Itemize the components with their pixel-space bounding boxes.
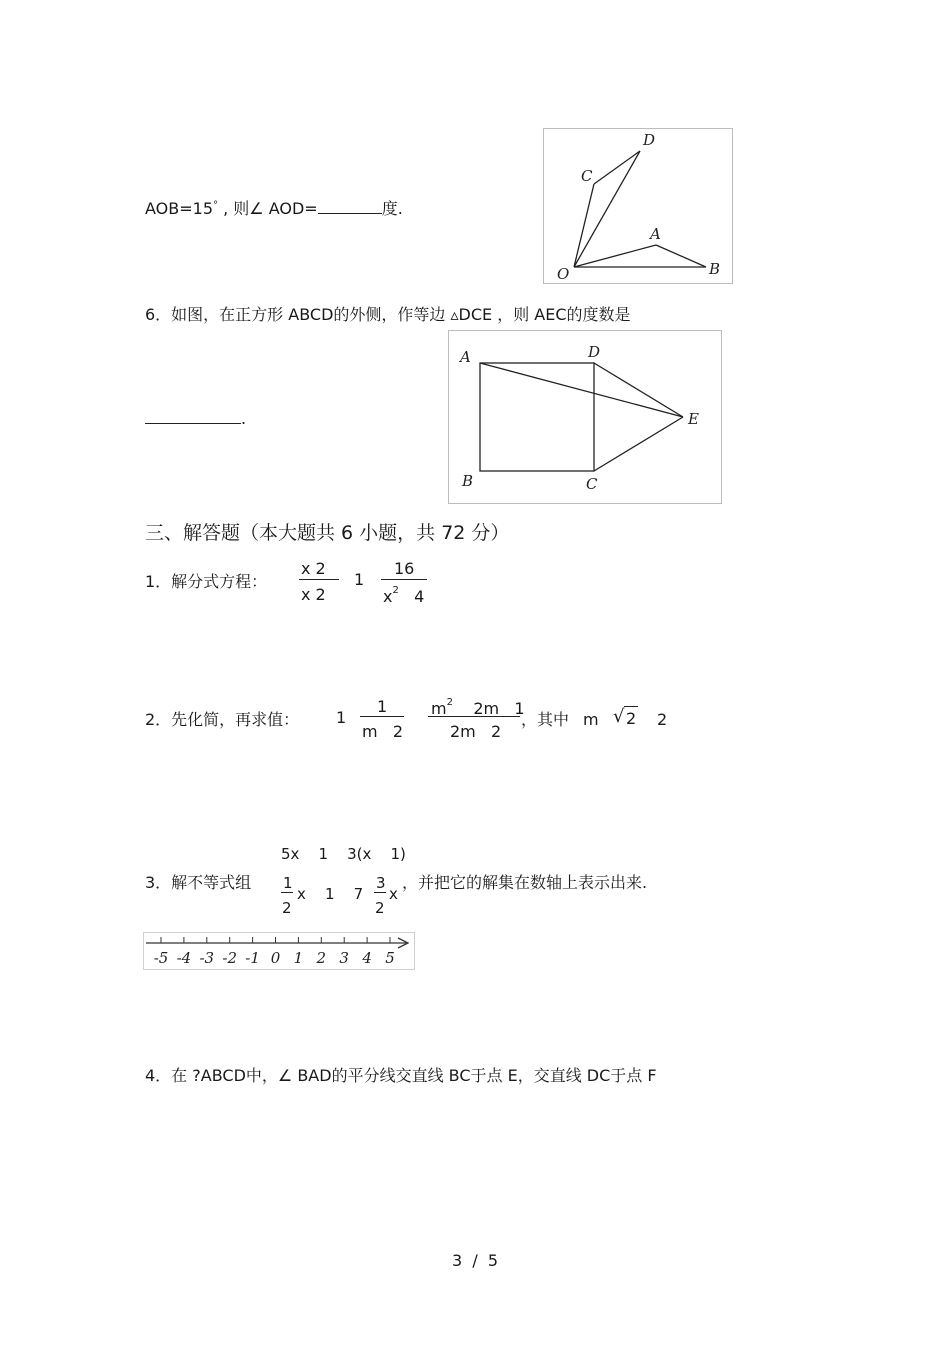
fig1-label-o: O xyxy=(557,265,570,283)
p1-f2-den-rest: 4 xyxy=(398,587,425,606)
q5-degree: ° xyxy=(213,200,218,211)
p1-label: 1．解分式方程： xyxy=(145,572,268,591)
tick-label-1: 1 xyxy=(293,949,304,967)
p2-sqrt-sign: √ xyxy=(613,706,625,727)
p1-f2-den-x: x xyxy=(383,587,393,606)
p1-f2-bar xyxy=(381,579,427,580)
p3-line1: 5x 1 3(x 1) xyxy=(281,845,406,863)
p3-tail: ，并把它的解集在数轴上表示出来. xyxy=(402,873,648,892)
fig1-label-d: D xyxy=(643,131,656,149)
square-figure xyxy=(448,330,722,504)
p3-a-num: 1 xyxy=(283,874,293,892)
p2-f1-den: m 2 xyxy=(362,722,404,741)
fig1-label-c: C xyxy=(581,167,593,185)
p3-a-bar xyxy=(281,892,293,893)
p1-f2-den-sup: 2 xyxy=(392,585,399,596)
q6-stem: 6．如图，在正方形 ABCD的外侧，作等边 ▵DCE ，则 AEC的度数是 xyxy=(145,305,631,324)
p2-sqrt-val: 2 xyxy=(626,709,637,728)
tick-label--3: -3 xyxy=(199,949,215,967)
p1-mid: 1 xyxy=(354,570,365,589)
p3-mid: x 1 7 xyxy=(297,885,364,903)
fig2-label-c: C xyxy=(586,475,598,493)
q5-answer-blank[interactable] xyxy=(318,199,382,214)
q5-tail xyxy=(145,196,403,219)
p3-label: 3．解不等式组 xyxy=(145,873,252,892)
page-number: 3 / 5 xyxy=(452,1251,499,1270)
tick-label-2: 2 xyxy=(316,949,327,967)
fig2-label-b: B xyxy=(462,472,474,490)
p2-f1-bar xyxy=(360,716,404,717)
tick-label--2: -2 xyxy=(222,949,238,967)
p2-last: 2 xyxy=(657,710,668,729)
tick-label--1: -1 xyxy=(245,949,260,967)
angle-figure xyxy=(543,128,733,284)
number-line xyxy=(143,932,415,970)
p3-a-den: 2 xyxy=(282,899,292,917)
tick-label-3: 3 xyxy=(339,949,349,967)
p1-f2-den xyxy=(383,585,424,606)
p2-label: 2．先化简，再求值： xyxy=(145,710,300,729)
p3-b-den: 2 xyxy=(375,899,385,917)
q5-unit: 度. xyxy=(381,199,403,218)
p2-f2-bar xyxy=(428,716,520,717)
p3-b-bar xyxy=(374,892,386,893)
p3-x: x xyxy=(389,885,398,903)
p2-f2-num-rest: 2m 1 xyxy=(452,699,525,718)
p1-f1-num: x 2 xyxy=(301,559,326,578)
p2-m: m xyxy=(583,710,599,729)
p2-sqrt-bar xyxy=(624,706,638,707)
q5-text: AOB=15 xyxy=(145,199,213,218)
p2-tail: ，其中 xyxy=(521,710,570,729)
tick-label-5: 5 xyxy=(385,949,395,967)
p2-f1-num: 1 xyxy=(377,697,388,716)
q6-answer-blank[interactable] xyxy=(145,409,241,424)
p3-b-num: 3 xyxy=(376,874,386,892)
section3-title: 三、解答题（本大题共 6 小题，共 72 分） xyxy=(145,522,510,544)
p2-f2-num xyxy=(431,697,525,718)
p2-f2-num-m: m xyxy=(431,699,447,718)
tick-label-4: 4 xyxy=(362,949,372,967)
p1-f1-bar xyxy=(299,579,339,580)
q6-answer-line xyxy=(145,409,246,428)
q5-rest: , 则∠ AOD= xyxy=(218,199,318,218)
p1-f2-num: 16 xyxy=(394,559,415,578)
p1-f1-den: x 2 xyxy=(301,585,326,604)
fig2-label-e: E xyxy=(688,410,699,428)
fig2-label-a: A xyxy=(460,348,471,366)
p2-f2-num-sup: 2 xyxy=(446,697,453,708)
fig1-label-b: B xyxy=(709,260,721,278)
tick-label--4: -4 xyxy=(176,949,192,967)
q6-end: . xyxy=(241,409,247,428)
tick-label-0: 0 xyxy=(270,949,281,967)
fig1-label-a: A xyxy=(650,225,661,243)
p2-f2-den: 2m 2 xyxy=(450,722,502,741)
p4-text: 4．在 ?ABCD中，∠ BAD的平分线交直线 BC于点 E，交直线 DC于点 F xyxy=(145,1066,657,1085)
fig2-label-d: D xyxy=(588,343,601,361)
p2-one: 1 xyxy=(336,708,347,727)
tick-label--5: -5 xyxy=(153,949,169,967)
